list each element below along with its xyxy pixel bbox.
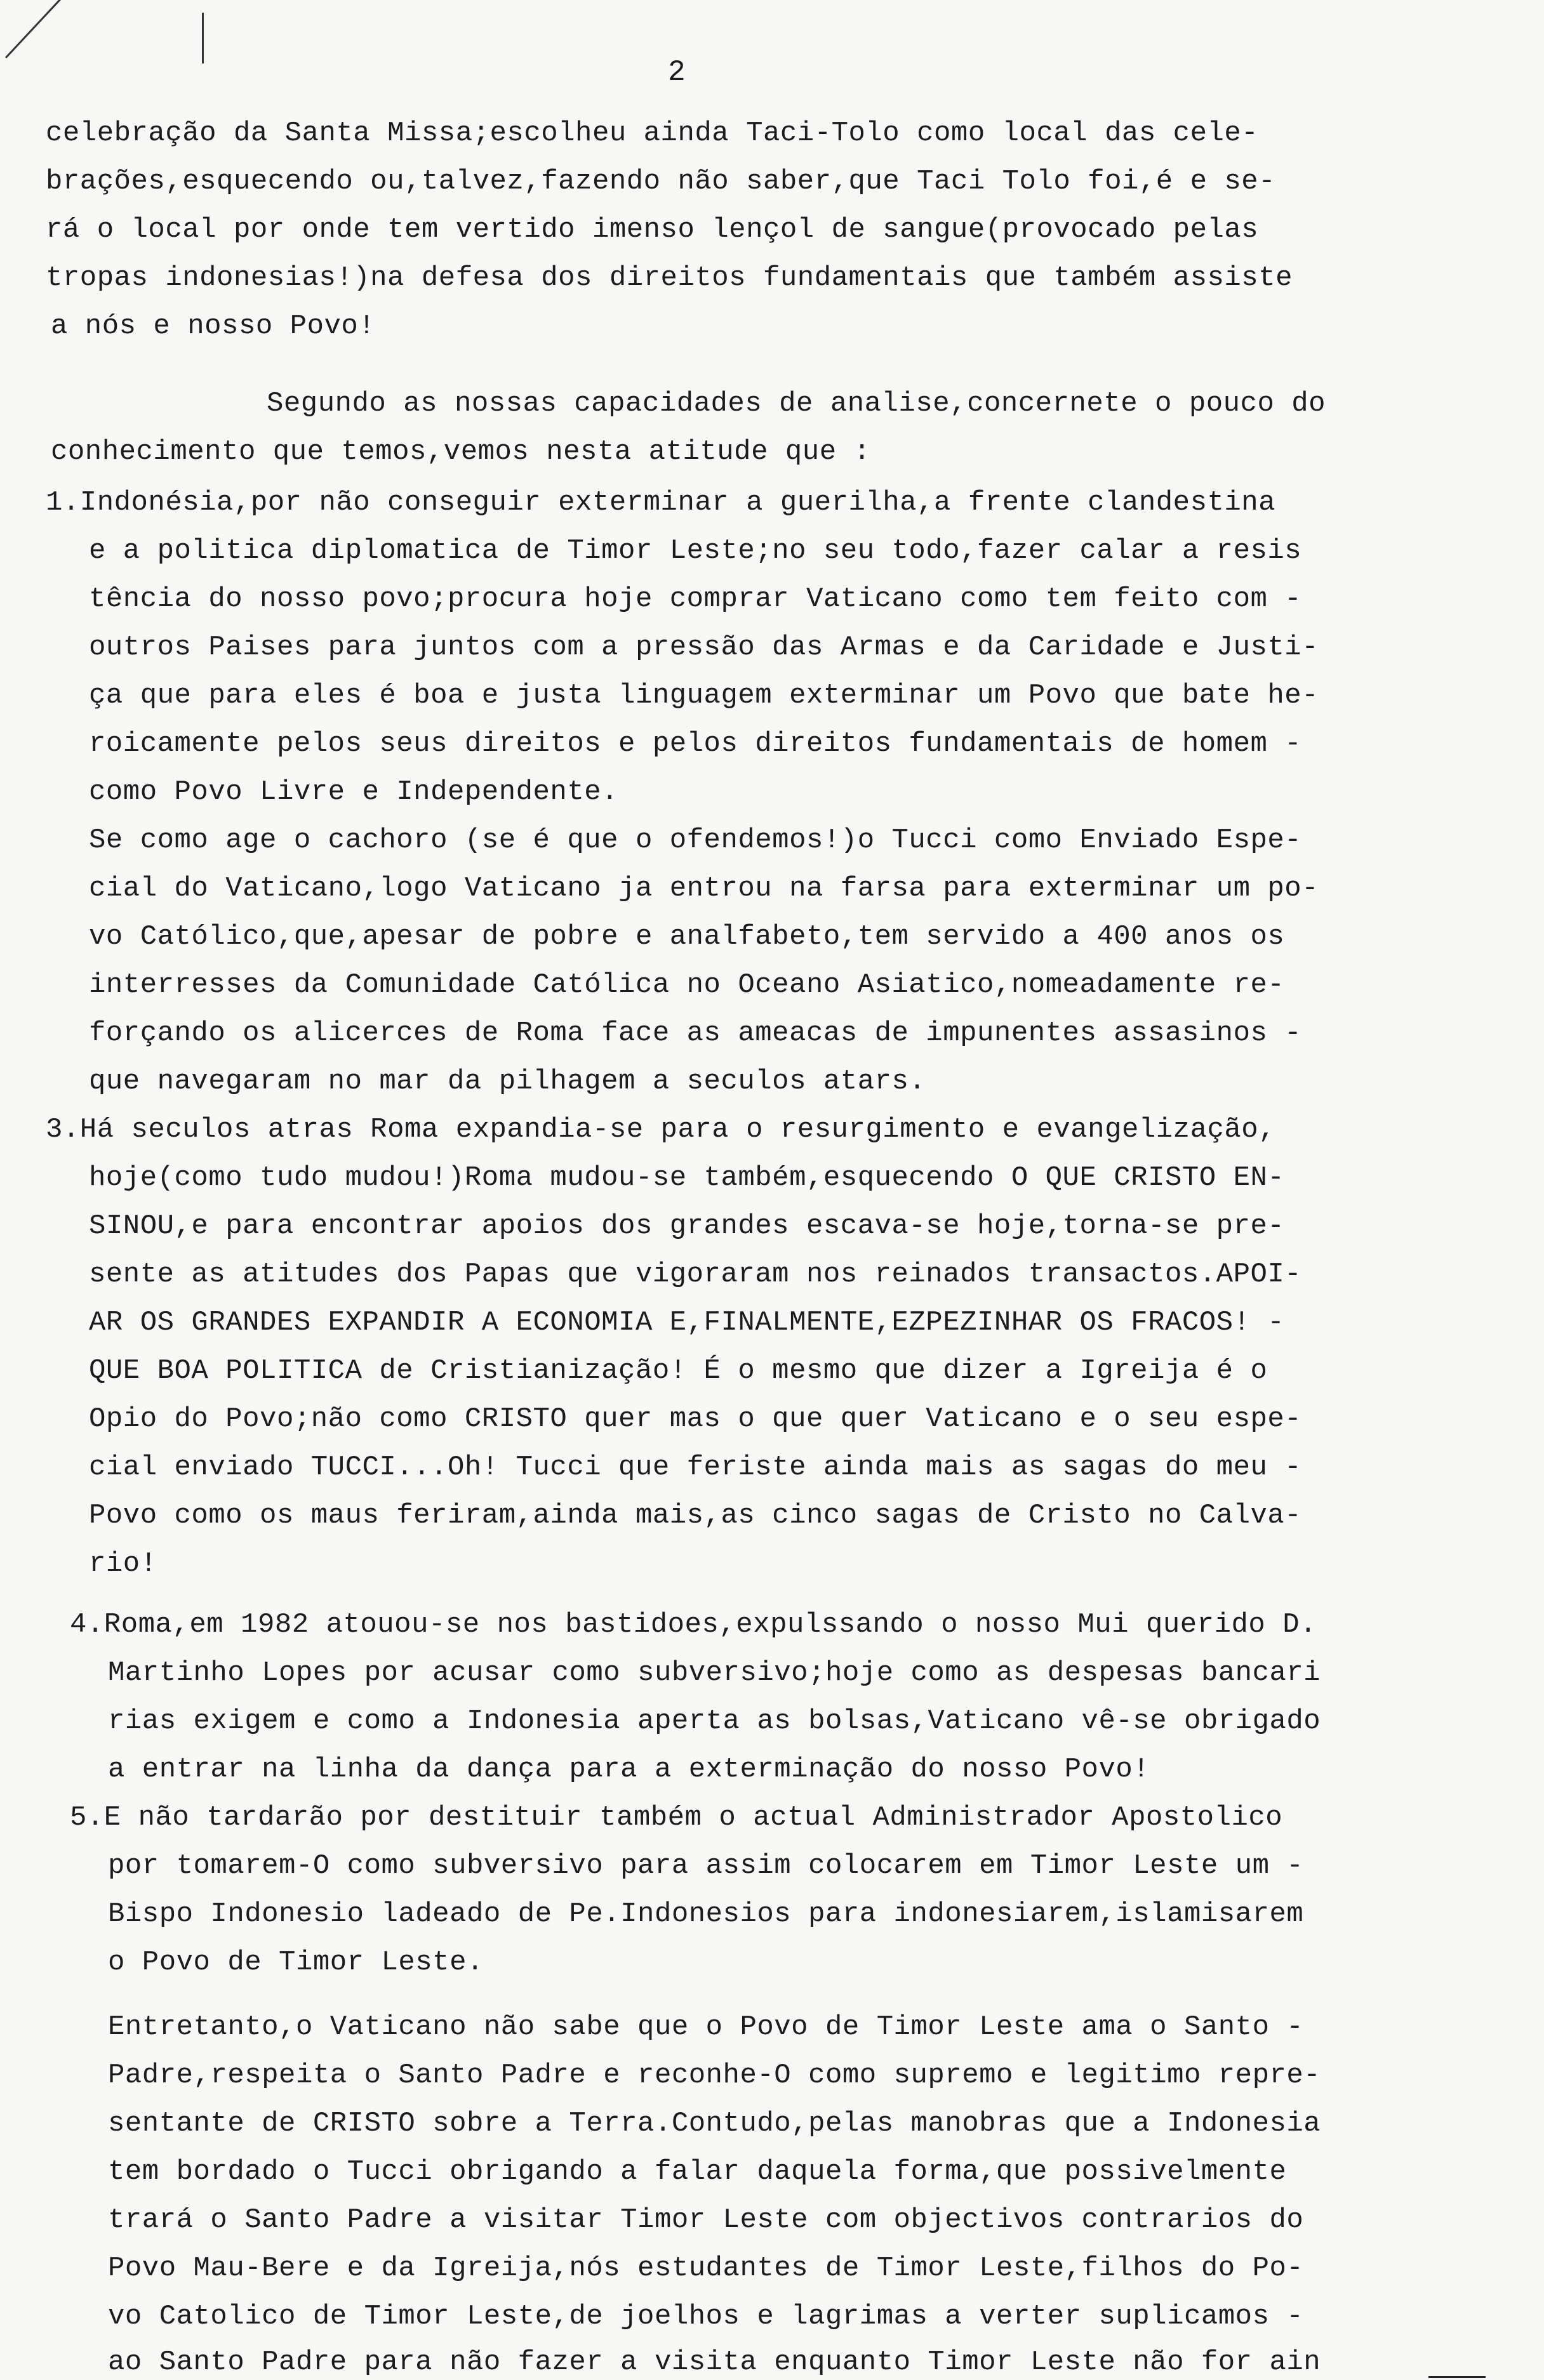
text-line: 5.E não tardarão por destituir também o actual Administrador Apostolico: [70, 1802, 1283, 1834]
text-line: roicamente pelos seus direitos e pelos direitos fundamentais de homem -: [89, 728, 1302, 760]
text-line: brações,esquecendo ou,talvez,fazendo não saber,que Taci Tolo foi,é e se-: [46, 166, 1276, 197]
text-line: interresses da Comunidade Católica no Oceano Asiatico,nomeadamente re-: [89, 969, 1285, 1001]
text-line: tência do nosso povo;procura hoje comprar Vaticano como tem feito com -: [89, 583, 1302, 615]
text-line: a nós e nosso Povo!: [51, 310, 376, 342]
text-line: 3.Há seculos atras Roma expandia-se para o resurgimento e evangelização,: [46, 1114, 1276, 1146]
text-line: tropas indonesias!)na defesa dos direitos fundamentais que também assiste: [46, 262, 1293, 294]
text-line: a entrar na linha da dança para a exterminação do nosso Povo!: [108, 1754, 1150, 1785]
text-line: AR OS GRANDES EXPANDIR A ECONOMIA E,FINALMENTE,EZPEZINHAR OS FRACOS! -: [89, 1307, 1285, 1339]
text-line: 1.Indonésia,por não conseguir exterminar a guerilha,a frente clandestina: [46, 487, 1276, 519]
text-line: outros Paises para juntos com a pressão das Armas e da Caridade e Justi-: [89, 631, 1319, 663]
margin-mark: [202, 13, 204, 63]
text-line: QUE BOA POLITICA de Cristianização! É o mesmo que dizer a Igreija é o: [89, 1355, 1268, 1387]
text-line: como Povo Livre e Independente.: [89, 776, 619, 808]
margin-mark: [5, 0, 93, 58]
text-line: sente as atitudes dos Papas que vigoraram nos reinados transactos.APOI-: [89, 1259, 1302, 1290]
text-line: vo Católico,que,apesar de pobre e analfabeto,tem servido a 400 anos os: [89, 921, 1285, 953]
text-line: Padre,respeita o Santo Padre e reconhe-O como supremo e legitimo repre-: [108, 2059, 1321, 2091]
text-line: que navegaram no mar da pilhagem a seculos atars.: [89, 1066, 926, 1097]
text-line: Povo Mau-Bere e da Igreija,nós estudantes de Timor Leste,filhos do Po-: [108, 2252, 1304, 2284]
text-line: SINOU,e para encontrar apoios dos grandes escava-se hoje,torna-se pre-: [89, 1210, 1285, 1242]
text-line: o Povo de Timor Leste.: [108, 1947, 484, 1978]
text-line: ao Santo Padre para não fazer a visita enquanto Timor Leste não for ain: [108, 2346, 1321, 2378]
text-line: 4.Roma,em 1982 atouou-se nos bastidoes,expulssando o nosso Mui querido D.: [70, 1609, 1317, 1641]
text-line: rias exigem e como a Indonesia aperta as bolsas,Vaticano vê-se obrigado: [108, 1705, 1321, 1737]
text-line: e a politica diplomatica de Timor Leste;no seu todo,fazer calar a resis: [89, 535, 1302, 567]
text-line: ça que para eles é boa e justa linguagem exterminar um Povo que bate he-: [89, 680, 1319, 711]
text-line: tem bordado o Tucci obrigando a falar daquela forma,que possivelmente: [108, 2156, 1287, 2188]
text-line: Martinho Lopes por acusar como subversivo;hoje como as despesas bancari: [108, 1657, 1321, 1689]
text-line: Segundo as nossas capacidades de analise,concernete o pouco do: [267, 388, 1326, 420]
text-line: Bispo Indonesio ladeado de Pe.Indonesios para indonesiarem,islamisarem: [108, 1898, 1304, 1930]
text-line: Povo como os maus feriram,ainda mais,as cinco sagas de Cristo no Calva-: [89, 1500, 1302, 1531]
text-line: forçando os alicerces de Roma face as ameacas de impunentes assasinos -: [89, 1017, 1302, 1049]
text-line: cial do Vaticano,logo Vaticano ja entrou na farsa para exterminar um po-: [89, 873, 1319, 904]
text-line: Se como age o cachoro (se é que o ofendemos!)o Tucci como Enviado Espe-: [89, 824, 1302, 856]
text-line: hoje(como tudo mudou!)Roma mudou-se também,esquecendo O QUE CRISTO EN-: [89, 1162, 1285, 1194]
text-line: por tomarem-O como subversivo para assim colocarem em Timor Leste um -: [108, 1850, 1304, 1882]
text-line: vo Catolico de Timor Leste,de joelhos e lagrimas a verter suplicamos -: [108, 2301, 1304, 2332]
text-line: rá o local por onde tem vertido imenso lençol de sangue(provocado pelas: [46, 214, 1259, 246]
text-line: trará o Santo Padre a visitar Timor Leste com objectivos contrarios do: [108, 2204, 1304, 2236]
underline-mark: [1428, 2376, 1486, 2378]
text-line: conhecimento que temos,vemos nesta atitude que :: [51, 436, 871, 468]
text-line: sentante de CRISTO sobre a Terra.Contudo,pelas manobras que a Indonesia: [108, 2108, 1321, 2139]
page-number: 2: [668, 56, 686, 89]
text-line: cial enviado TUCCI...Oh! Tucci que feriste ainda mais as sagas do meu -: [89, 1451, 1302, 1483]
text-line: Entretanto,o Vaticano não sabe que o Povo de Timor Leste ama o Santo -: [108, 2011, 1304, 2043]
text-line: celebração da Santa Missa;escolheu ainda Taci-Tolo como local das cele-: [46, 117, 1259, 149]
text-line: rio!: [89, 1548, 157, 1580]
text-line: Opio do Povo;não como CRISTO quer mas o que quer Vaticano e o seu espe-: [89, 1403, 1302, 1435]
